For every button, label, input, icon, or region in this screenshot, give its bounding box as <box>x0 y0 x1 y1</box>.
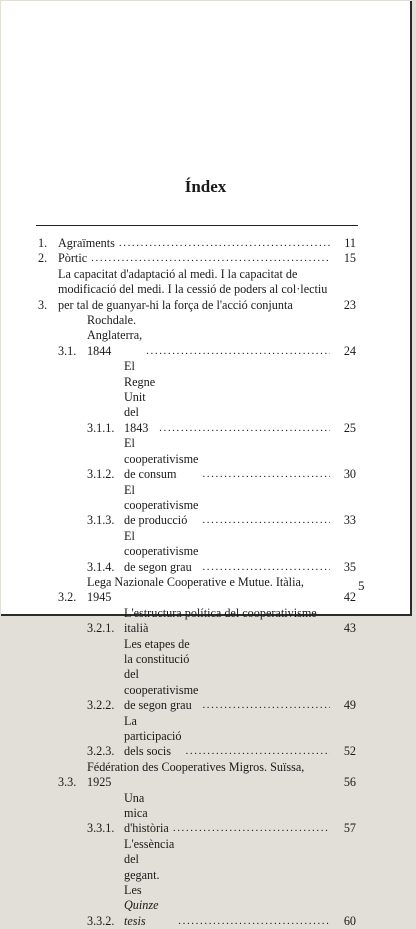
page-number: 33 <box>343 513 356 528</box>
index-title: Índex <box>184 177 227 196</box>
italic-title: Quinze tesis <box>124 898 159 928</box>
toc-label: Lega Nazionale Cooperative e Mutue. Itàlia, 1945 <box>87 574 304 605</box>
dot-leader <box>169 821 330 836</box>
dot-leader <box>198 698 330 713</box>
dot-leader <box>142 344 330 359</box>
page-number: 30 <box>343 467 356 482</box>
page-number: 24 <box>343 343 356 358</box>
dot-leader <box>174 914 330 929</box>
toc-label: El cooperativisme de consum <box>124 436 199 482</box>
dot-leader <box>182 744 330 759</box>
toc-entry-3-1-4: 3.1.4. El cooperativisme de segon grau ..... 35 <box>38 529 356 575</box>
page-number: 42 <box>343 590 356 605</box>
page-number: 35 <box>343 559 356 574</box>
toc-entry-3-2-3: 3.2.3. La participació dels socis ..... 52 <box>38 714 356 760</box>
page-number: 49 <box>343 698 356 713</box>
toc-label: Rochdale. Anglaterra, 1844 <box>87 313 143 358</box>
toc-entry-1: 1. Agraïments ..... 11 <box>38 236 356 251</box>
toc-label: Fédération des Cooperatives Migros. Suïssa, 1925 <box>87 759 305 790</box>
page-number: 15 <box>343 251 356 266</box>
toc-entry-2: 2. Pòrtic ..... 15 <box>38 251 356 266</box>
table-of-contents <box>38 236 356 929</box>
page-number: 57 <box>343 821 356 836</box>
toc-label: Agraïments <box>58 236 115 250</box>
toc-entry-3-1: 3.1. Rochdale. Anglaterra, 1844 ..... 24 <box>38 313 356 359</box>
dot-leader <box>198 467 330 482</box>
page-number: 52 <box>343 744 356 759</box>
toc-entry-3-3-2: 3.3.2. L'essència del gegant. Les Quinze tesis ..... 60 <box>38 837 356 929</box>
page-number: 56 <box>343 775 356 790</box>
toc-entry-3-3-1: 3.3.1. Una mica d'història ..... 57 <box>38 791 356 837</box>
toc-entry-3: 3. La capacitat d'adaptació al medi. I la capacitat de modificació del medi. I la cessió de poders al col·lectiu per tal de guanyar-hi la força de l'acció conjunta 23 <box>38 266 356 312</box>
dot-leader <box>87 251 330 266</box>
toc-label: El cooperativisme de producció <box>124 482 199 528</box>
toc-entry-3-2-2: 3.2.2. Les etapes de la constitució del cooperativisme de segon grau ..... 49 <box>38 637 356 714</box>
page-number: 43 <box>343 621 356 636</box>
page-number: 23 <box>343 297 356 312</box>
dot-leader <box>198 513 330 528</box>
toc-entry-3-3: 3.3. Fédération des Cooperatives Migros. Suïssa, 1925 56 <box>58 759 356 790</box>
toc-entry-3-2-1: 3.2.1. L'estructura política del cooperativisme italià 43 <box>87 605 356 636</box>
toc-label: Pòrtic <box>58 251 88 266</box>
toc-label: L'essència del gegant. Les Quinze tesis <box>124 836 175 928</box>
book-page <box>1 1 412 928</box>
page-folio: 5 <box>358 578 365 593</box>
title-rule <box>36 225 358 226</box>
toc-label: El cooperativisme de segon grau <box>124 528 199 574</box>
dot-leader <box>115 236 330 251</box>
dot-leader <box>155 421 330 436</box>
dot-leader <box>198 560 330 575</box>
toc-label: La capacitat d'adaptació al medi. I la capacitat de modificació del medi. I la cessió de poders al col·lectiu per tal de guanyar-hi la força de l'acció conjunta <box>58 266 328 312</box>
page-number: 25 <box>343 420 356 435</box>
page-number: 11 <box>344 236 356 250</box>
toc-label: L'estructura política del cooperativisme italià <box>124 605 317 636</box>
toc-entry-3-1-1: 3.1.1. El Regne Unit del 1843 ..... 25 <box>38 359 356 436</box>
toc-label: El Regne Unit del 1843 <box>124 359 156 435</box>
page-number: 60 <box>343 913 356 928</box>
toc-entry-3-1-3: 3.1.3. El cooperativisme de producció ..... 33 <box>38 483 356 529</box>
toc-label: Una mica d'història <box>124 790 169 836</box>
toc-label: La participació dels socis <box>124 713 182 759</box>
toc-entry-3-2: 3.2. Lega Nazionale Cooperative e Mutue. Itàlia, 1945 42 <box>58 574 356 605</box>
toc-label: Les etapes de la constitució del cooperativisme de segon grau <box>124 636 199 713</box>
toc-entry-3-1-2: 3.1.2. El cooperativisme de consum ..... 30 <box>38 436 356 482</box>
